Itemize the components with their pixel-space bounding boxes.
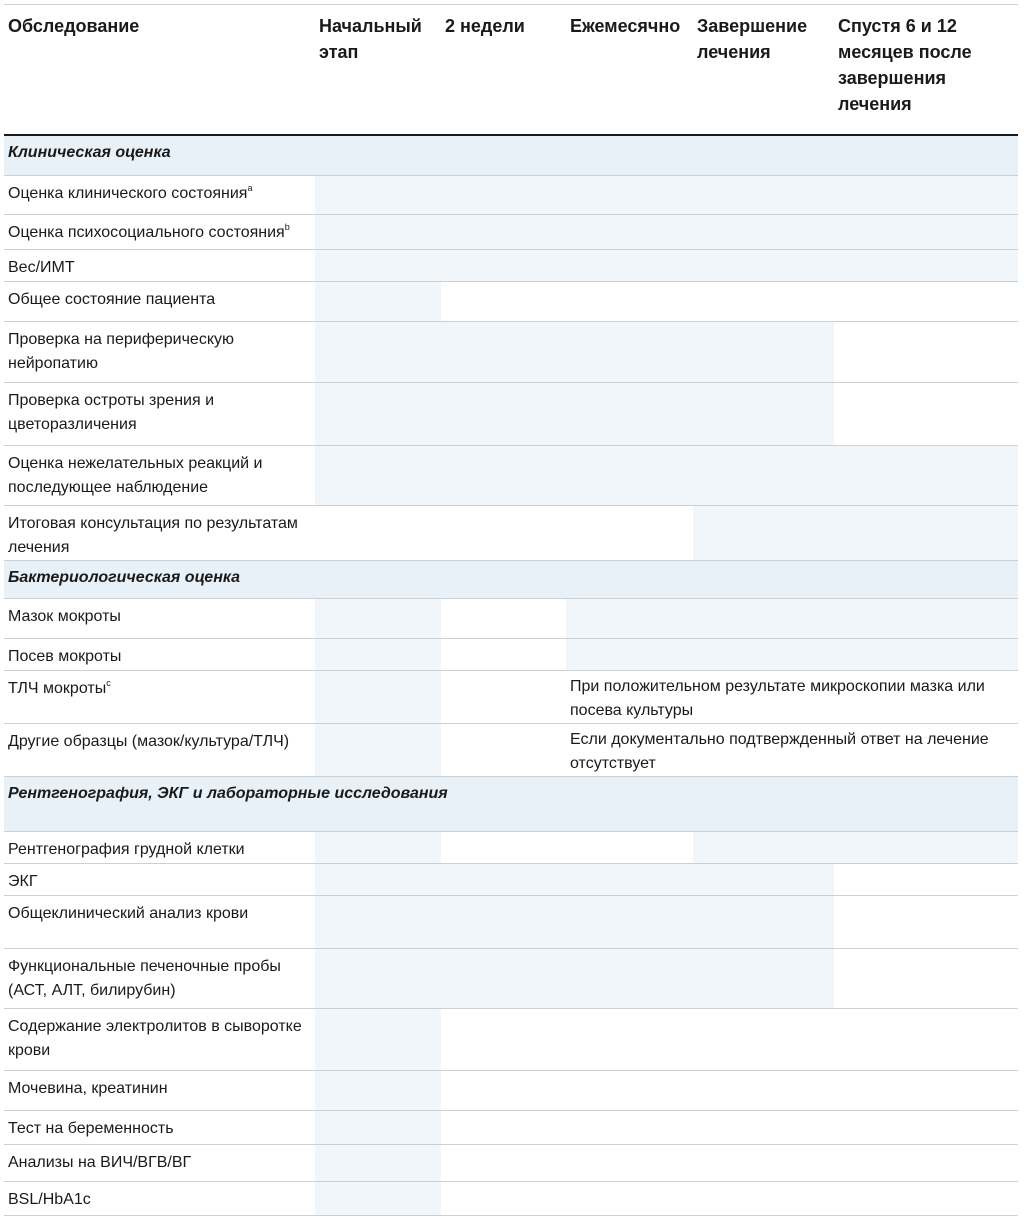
row-label: Вес/ИМТ [4,249,315,281]
schedule-cell [566,281,693,321]
schedule-cell [315,382,441,445]
row-label: Другие образцы (мазок/культура/ТЛЧ) [4,723,315,776]
schedule-cell [441,1181,566,1215]
schedule-cell [315,831,441,863]
schedule-cell [315,214,441,249]
header-end-of-treatment: Завершение лечения [693,5,834,136]
header-monthly: Ежемесячно [566,5,693,136]
schedule-cell [441,948,566,1008]
schedule-cell [693,249,834,281]
schedule-cell [566,598,693,638]
table-row [4,863,1018,895]
schedule-cell [566,895,693,948]
schedule-cell [441,1070,566,1110]
monitoring-schedule-table [4,4,1018,1216]
section-clinical: Клиническая оценка [4,135,1018,175]
schedule-cell [441,249,566,281]
schedule-cell [441,638,566,670]
section-row [4,560,1018,598]
schedule-cell [441,445,566,505]
row-label: BSL/HbA1c [4,1181,315,1215]
row-label: Функциональные печеночные пробы (АСТ, АЛТ, билирубин) [4,948,315,1008]
schedule-cell [315,670,441,723]
other-samples-condition-note: Если документально подтвержденный ответ на лечение отсутствует [566,723,1018,776]
schedule-cell [834,1181,1018,1215]
schedule-cell [693,175,834,214]
schedule-cell [834,445,1018,505]
schedule-cell [315,723,441,776]
table-row [4,249,1018,281]
row-label: Оценка нежелательных реакций и последующее наблюдение [4,445,315,505]
table-row [4,321,1018,382]
table-row [4,1008,1018,1070]
schedule-cell [566,1070,693,1110]
schedule-cell [441,598,566,638]
schedule-cell [315,1110,441,1144]
row-label: ЭКГ [4,863,315,895]
table-row [4,948,1018,1008]
schedule-cell [566,638,693,670]
footnote-mark: c [106,677,111,688]
schedule-cell [693,1181,834,1215]
table-row [4,1144,1018,1181]
footnote-mark: b [284,221,290,232]
table-row [4,1070,1018,1110]
schedule-cell [315,863,441,895]
schedule-cell [693,895,834,948]
schedule-cell [566,1110,693,1144]
dst-condition-note: При положительном результате микроскопии мазка или посева культуры [566,670,1018,723]
schedule-cell [834,249,1018,281]
schedule-cell [566,382,693,445]
table-row [4,895,1018,948]
schedule-cell [441,831,566,863]
schedule-cell [834,598,1018,638]
schedule-cell [693,382,834,445]
schedule-cell [693,505,834,560]
table-row [4,214,1018,249]
schedule-cell [441,1144,566,1181]
schedule-cell [315,321,441,382]
schedule-cell [315,175,441,214]
row-label: Итоговая консультация по результатам лечения [4,505,315,560]
schedule-cell [566,1181,693,1215]
schedule-cell [693,1110,834,1144]
schedule-cell [834,175,1018,214]
schedule-cell [315,505,441,560]
schedule-cell [834,382,1018,445]
row-label: Анализы на ВИЧ/ВГВ/ВГ [4,1144,315,1181]
schedule-cell [441,723,566,776]
schedule-cell [315,281,441,321]
row-label: Тест на беременность [4,1110,315,1144]
table-row [4,1181,1018,1215]
table-row [4,831,1018,863]
table-header-row [4,5,1018,136]
row-label-text: ТЛЧ мокроты [8,679,107,697]
schedule-cell [315,1181,441,1215]
schedule-cell [441,281,566,321]
schedule-cell [441,670,566,723]
section-row [4,135,1018,175]
schedule-cell [693,321,834,382]
schedule-cell [566,445,693,505]
schedule-cell [566,249,693,281]
schedule-cell [693,598,834,638]
schedule-cell [693,1070,834,1110]
schedule-cell [834,1070,1018,1110]
schedule-cell [566,505,693,560]
schedule-cell [693,831,834,863]
row-label: Мазок мокроты [4,598,315,638]
row-label [4,214,315,249]
row-label [4,175,315,214]
table-row [4,598,1018,638]
table-row [4,505,1018,560]
table-row [4,723,1018,776]
row-label: Общеклинический анализ крови [4,895,315,948]
schedule-cell [566,321,693,382]
schedule-cell [315,1070,441,1110]
schedule-cell [834,1144,1018,1181]
schedule-cell [441,382,566,445]
row-label: Общее состояние пациента [4,281,315,321]
table-row [4,638,1018,670]
schedule-cell [693,445,834,505]
schedule-cell [315,445,441,505]
table-row [4,1110,1018,1144]
schedule-cell [441,175,566,214]
schedule-cell [441,505,566,560]
schedule-cell [441,863,566,895]
schedule-cell [693,638,834,670]
row-label: Проверка на периферическую нейропатию [4,321,315,382]
row-label: Мочевина, креатинин [4,1070,315,1110]
schedule-cell [566,214,693,249]
section-bacteriological: Бактериологическая оценка [4,560,1018,598]
schedule-cell [693,948,834,1008]
row-label: Посев мокроты [4,638,315,670]
schedule-cell [566,948,693,1008]
schedule-cell [566,831,693,863]
header-baseline: Начальный этап [315,5,441,136]
schedule-cell [693,1008,834,1070]
header-6-12-months: Спустя 6 и 12 месяцев после завершения лечения [834,5,1018,136]
table-row [4,175,1018,214]
row-label: Содержание электролитов в сыворотке крови [4,1008,315,1070]
schedule-cell [693,214,834,249]
schedule-cell [834,321,1018,382]
schedule-cell [315,638,441,670]
schedule-cell [441,1110,566,1144]
schedule-cell [315,1144,441,1181]
row-label: Рентгенография грудной клетки [4,831,315,863]
schedule-cell [315,895,441,948]
schedule-cell [315,249,441,281]
schedule-cell [834,895,1018,948]
schedule-cell [834,214,1018,249]
schedule-cell [566,1144,693,1181]
schedule-cell [834,1008,1018,1070]
schedule-cell [566,1008,693,1070]
row-label-text: Оценка клинического состояния [8,184,248,202]
table-row [4,445,1018,505]
row-label: Проверка остроты зрения и цветоразличения [4,382,315,445]
schedule-cell [693,1144,834,1181]
schedule-cell [834,948,1018,1008]
row-label-text: Оценка психосоциального состояния [8,223,285,241]
schedule-cell [441,214,566,249]
schedule-cell [834,863,1018,895]
table-row [4,281,1018,321]
row-label [4,670,315,723]
schedule-cell [441,321,566,382]
schedule-cell [566,863,693,895]
schedule-cell [441,895,566,948]
header-2-weeks: 2 недели [441,5,566,136]
schedule-cell [566,175,693,214]
schedule-cell [834,1110,1018,1144]
schedule-cell [315,948,441,1008]
schedule-cell [834,505,1018,560]
schedule-cell [834,281,1018,321]
header-examination: Обследование [4,5,315,136]
schedule-cell [834,638,1018,670]
schedule-cell [441,1008,566,1070]
table-row [4,670,1018,723]
section-xray-ecg-lab: Рентгенография, ЭКГ и лабораторные исследования [4,776,1018,831]
schedule-cell [693,281,834,321]
section-row [4,776,1018,831]
schedule-cell [315,598,441,638]
schedule-cell [315,1008,441,1070]
schedule-cell [693,863,834,895]
table-row [4,382,1018,445]
footnote-mark: a [247,182,253,193]
schedule-cell [834,831,1018,863]
